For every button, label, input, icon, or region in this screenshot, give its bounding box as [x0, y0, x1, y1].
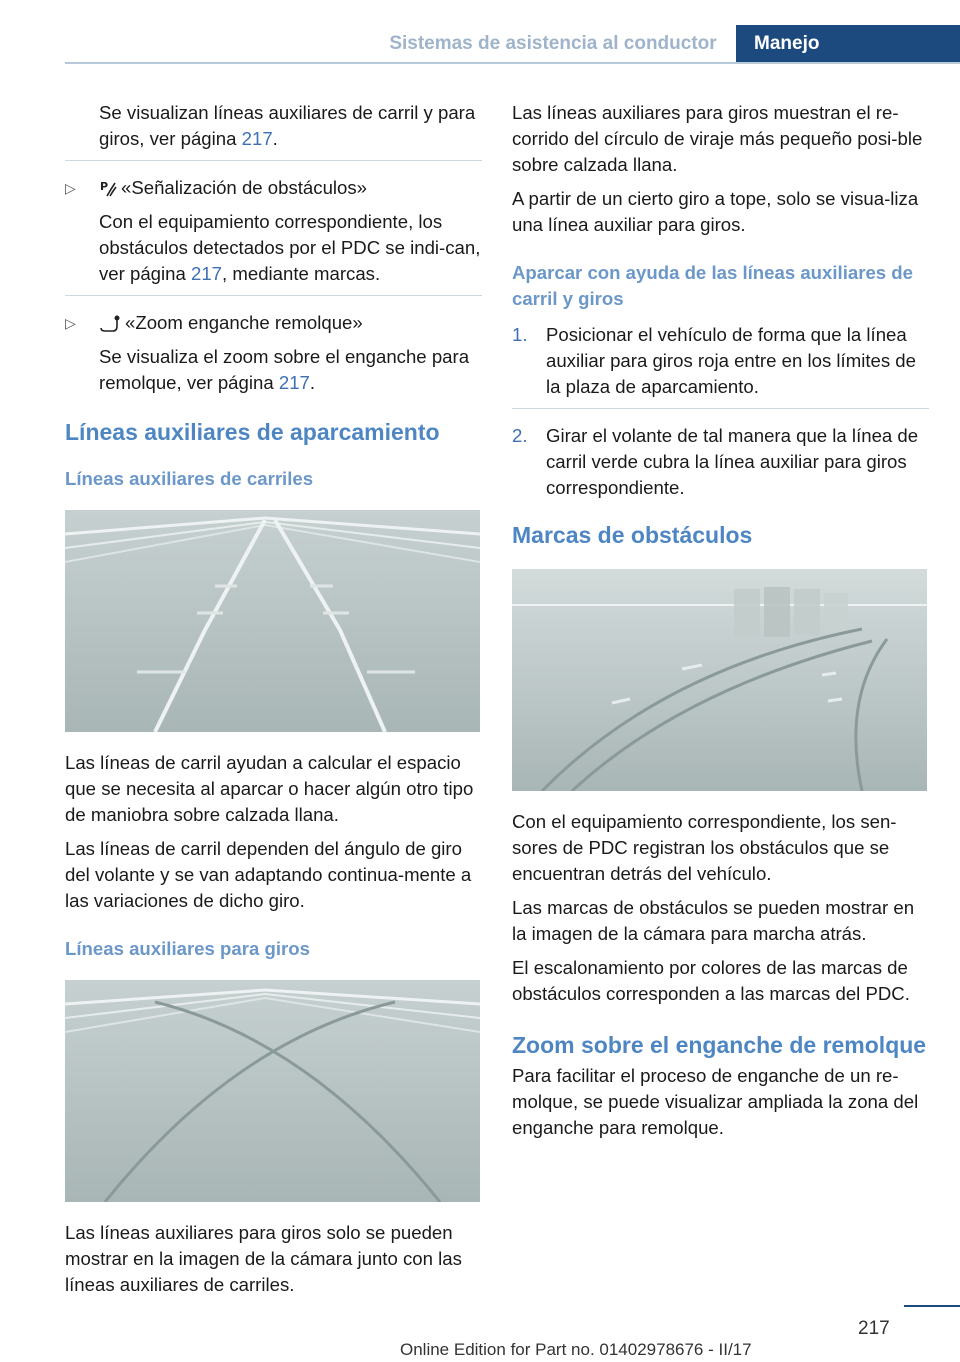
subheading-turn-lines: Líneas auxiliares para giros	[65, 938, 310, 959]
list-divider	[65, 295, 482, 296]
turn-lines-illustration	[65, 980, 480, 1202]
page-link[interactable]: 217	[278, 372, 310, 393]
turn-lines-paragraph-1: Las líneas auxiliares para giros solo se pueden mostrar en la imagen de la cámara junto con las líneas auxiliares de carriles.	[65, 1222, 462, 1295]
section-heading-hitch-zoom: Zoom sobre el enganche de remolque	[512, 1032, 927, 1058]
list-item-trailer-zoom: ▷ «Zoom enganche remolque» Se visualiza el zoom sobre el enganche para remolque, ver página 217.	[65, 312, 470, 393]
footer-divider	[904, 1305, 960, 1307]
hitch-zoom-paragraph: Para facilitar el proceso de enganche de un re-molque, se puede visualizar ampliada la zona del enganche para remolque.	[512, 1065, 919, 1138]
lane-lines-illustration	[65, 510, 480, 732]
subheading-parking-with-lines: Aparcar con ayuda de las líneas auxiliares de carril y giros	[512, 262, 913, 309]
obstacle-marks-illustration	[512, 569, 927, 791]
header-section-title: Sistemas de asistencia al conductor	[389, 33, 717, 54]
list-divider	[65, 160, 482, 161]
obstacle-marks-paragraph-2: Las marcas de obstáculos se pueden mostrar en la imagen de la cámara para marcha atrás.	[512, 897, 915, 944]
lane-lines-paragraph-1: Las líneas de carril ayudan a calcular el espacio que se necesita al aparcar o hacer algún otro tipo de maniobra sobre calzada llana.	[65, 752, 474, 825]
turn-lines-paragraph-2: Las líneas auxiliares para giros muestran el re-corrido del círculo de viraje más pequeño posi-ble sobre calzada llana.	[512, 102, 923, 175]
obstacle-marking-icon	[99, 179, 117, 197]
step-number: 2.	[512, 425, 528, 446]
header-divider	[65, 62, 960, 64]
header-chapter-tab[interactable]: Manejo	[736, 25, 960, 62]
svg-text:P: P	[100, 180, 109, 193]
obstacle-marks-paragraph-1: Con el equipamiento correspondiente, los sen-sores de PDC registran los obstáculos que se encuentran detrás del vehículo.	[512, 811, 897, 884]
step-item: 1. Posicionar el vehículo de forma que la línea auxiliar para giros roja entre en los límites de la plaza de aparcamiento.	[512, 324, 916, 397]
subheading-lane-lines: Líneas auxiliares de carriles	[65, 468, 314, 489]
page-number: 217	[858, 1318, 890, 1339]
section-heading-obstacle-marks: Marcas de obstáculos	[512, 522, 753, 548]
obstacle-marks-paragraph-3: El escalonamiento por colores de las marcas de obstáculos corresponden a las marcas del PDC.	[512, 957, 910, 1004]
page-link[interactable]: 217	[241, 128, 273, 149]
triangle-bullet-icon: ▷	[65, 315, 76, 331]
right-column	[512, 100, 929, 1149]
triangle-bullet-icon: ▷	[65, 180, 76, 196]
list-item-obstacle-signals: ▷ P «Señalización de obstáculos» Con el equipamiento correspondiente, los obstáculos detectados por el PDC se indi-can, ver página 217, mediante marcas.	[65, 177, 481, 284]
lane-lines-paragraph-2: Las líneas de carril dependen del ángulo de giro del volante y se van adaptando continua-mente a las variaciones de dicho giro.	[65, 838, 472, 911]
left-column	[65, 100, 482, 1306]
edition-footer: Online Edition for Part no. 01402978676 - II/17	[400, 1340, 752, 1359]
section-heading-parking-lines: Líneas auxiliares de aparcamiento	[65, 419, 440, 445]
trailer-hitch-icon	[99, 314, 121, 332]
page-link[interactable]: 217	[191, 263, 223, 284]
step-number: 1.	[512, 324, 528, 345]
list-divider	[512, 408, 929, 409]
intro-paragraph: Se visualizan líneas auxiliares de carril y para giros, ver página 217.	[99, 102, 476, 149]
turn-lines-paragraph-3: A partir de un cierto giro a tope, solo se visua-liza una línea auxiliar para giros.	[512, 188, 919, 235]
step-item: 2. Girar el volante de tal manera que la línea de carril verde cubra la línea auxiliar para giros correspondiente.	[512, 425, 919, 498]
